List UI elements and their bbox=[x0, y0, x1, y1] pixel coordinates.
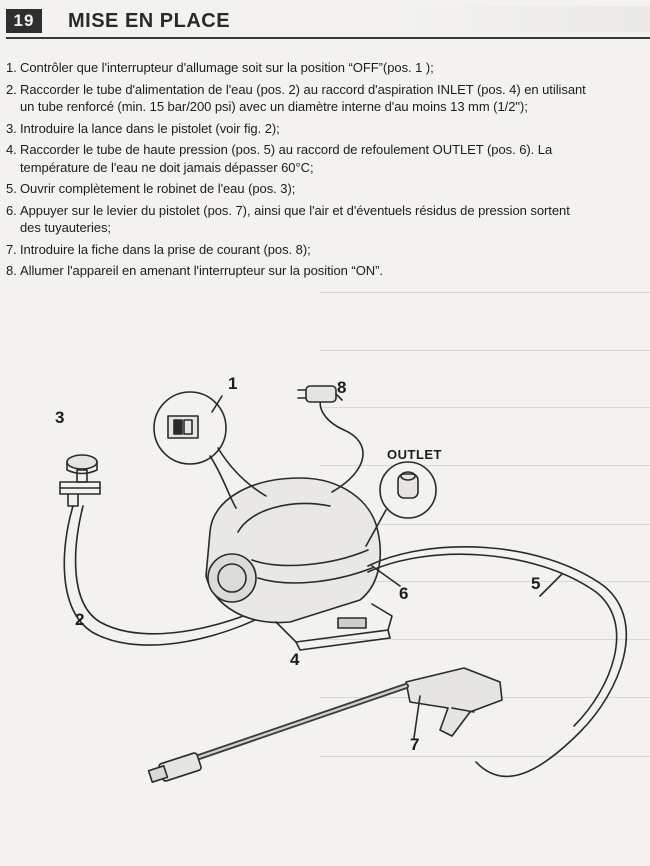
section-header bbox=[6, 7, 396, 35]
step-number: 2. bbox=[6, 81, 17, 97]
show-through-line bbox=[320, 350, 650, 351]
step-text: Raccorder le tube de haute pression (pos. 5) au raccord de refoulement OUTLET (pos. 6). La température de l'eau ne doit jamais dépasser 60°C; bbox=[20, 142, 553, 175]
show-through-line bbox=[320, 292, 650, 293]
step-text: Contrôler que l'interrupteur d'allumage soit sur la position “OFF”(pos. 1 ); bbox=[20, 60, 434, 75]
step-text: Introduire la lance dans le pistolet (voir fig. 2); bbox=[20, 120, 280, 136]
step-number: 3. bbox=[6, 120, 17, 136]
step-number: 5. bbox=[6, 181, 17, 196]
step-number: 7. bbox=[6, 241, 17, 257]
step-text: Raccorder le tube d'alimentation de l'eau (pos. 2) au raccord d'aspiration INLET (pos. 4) en utilisant un tube renforcé (min. 15 bar/200 psi) avec un diamètre interne d'au moins 13 mm (1/2"); bbox=[20, 81, 586, 114]
header-divider bbox=[6, 37, 650, 39]
instruction-step bbox=[6, 59, 650, 77]
instruction-list bbox=[6, 59, 650, 284]
instruction-step bbox=[6, 202, 650, 237]
instruction-step bbox=[6, 241, 650, 259]
high-pressure-hose-icon bbox=[368, 547, 626, 777]
step-text: Allumer l'appareil en amenant l'interrupteur sur la position “ON”. bbox=[20, 263, 383, 278]
step-text: Appuyer sur le levier du pistolet (pos. 7), ainsi que l'air et d'éventuels résidus de pression sortent des tuyauteries; bbox=[20, 202, 570, 235]
instruction-step bbox=[6, 141, 650, 176]
callout-3-label: 3 bbox=[55, 408, 65, 427]
instruction-step bbox=[6, 81, 650, 116]
callout-6-label: 6 bbox=[399, 584, 409, 603]
callout-7-label: 7 bbox=[410, 735, 420, 754]
step-text: Introduire la fiche dans la prise de courant (pos. 8); bbox=[20, 241, 311, 257]
callout-5-label: 5 bbox=[531, 574, 541, 593]
show-through-heading bbox=[400, 6, 650, 32]
callout-2-label: 2 bbox=[75, 610, 85, 629]
section-number-badge: 19 bbox=[6, 9, 42, 33]
spray-gun-icon bbox=[406, 668, 502, 738]
step-number: 8. bbox=[6, 263, 17, 278]
pressure-washer-drawing bbox=[0, 360, 650, 866]
step-number: 4. bbox=[6, 142, 17, 157]
setup-illustration bbox=[0, 360, 650, 866]
callout-1-label: 1 bbox=[228, 374, 238, 393]
step-number: 1. bbox=[6, 60, 17, 75]
instruction-step bbox=[6, 262, 650, 280]
water-tap-icon bbox=[60, 455, 100, 506]
instruction-step bbox=[6, 180, 650, 198]
outlet-label: OUTLET bbox=[387, 447, 442, 462]
callout-4-label: 4 bbox=[290, 650, 300, 669]
callout-8-label: 8 bbox=[337, 378, 347, 397]
spray-lance-icon bbox=[149, 686, 406, 782]
step-number: 6. bbox=[6, 202, 17, 218]
step-text: Ouvrir complètement le robinet de l'eau (pos. 3); bbox=[20, 181, 296, 196]
power-plug-icon bbox=[298, 386, 363, 492]
section-title: MISE EN PLACE bbox=[68, 9, 231, 32]
instruction-step bbox=[6, 120, 650, 138]
